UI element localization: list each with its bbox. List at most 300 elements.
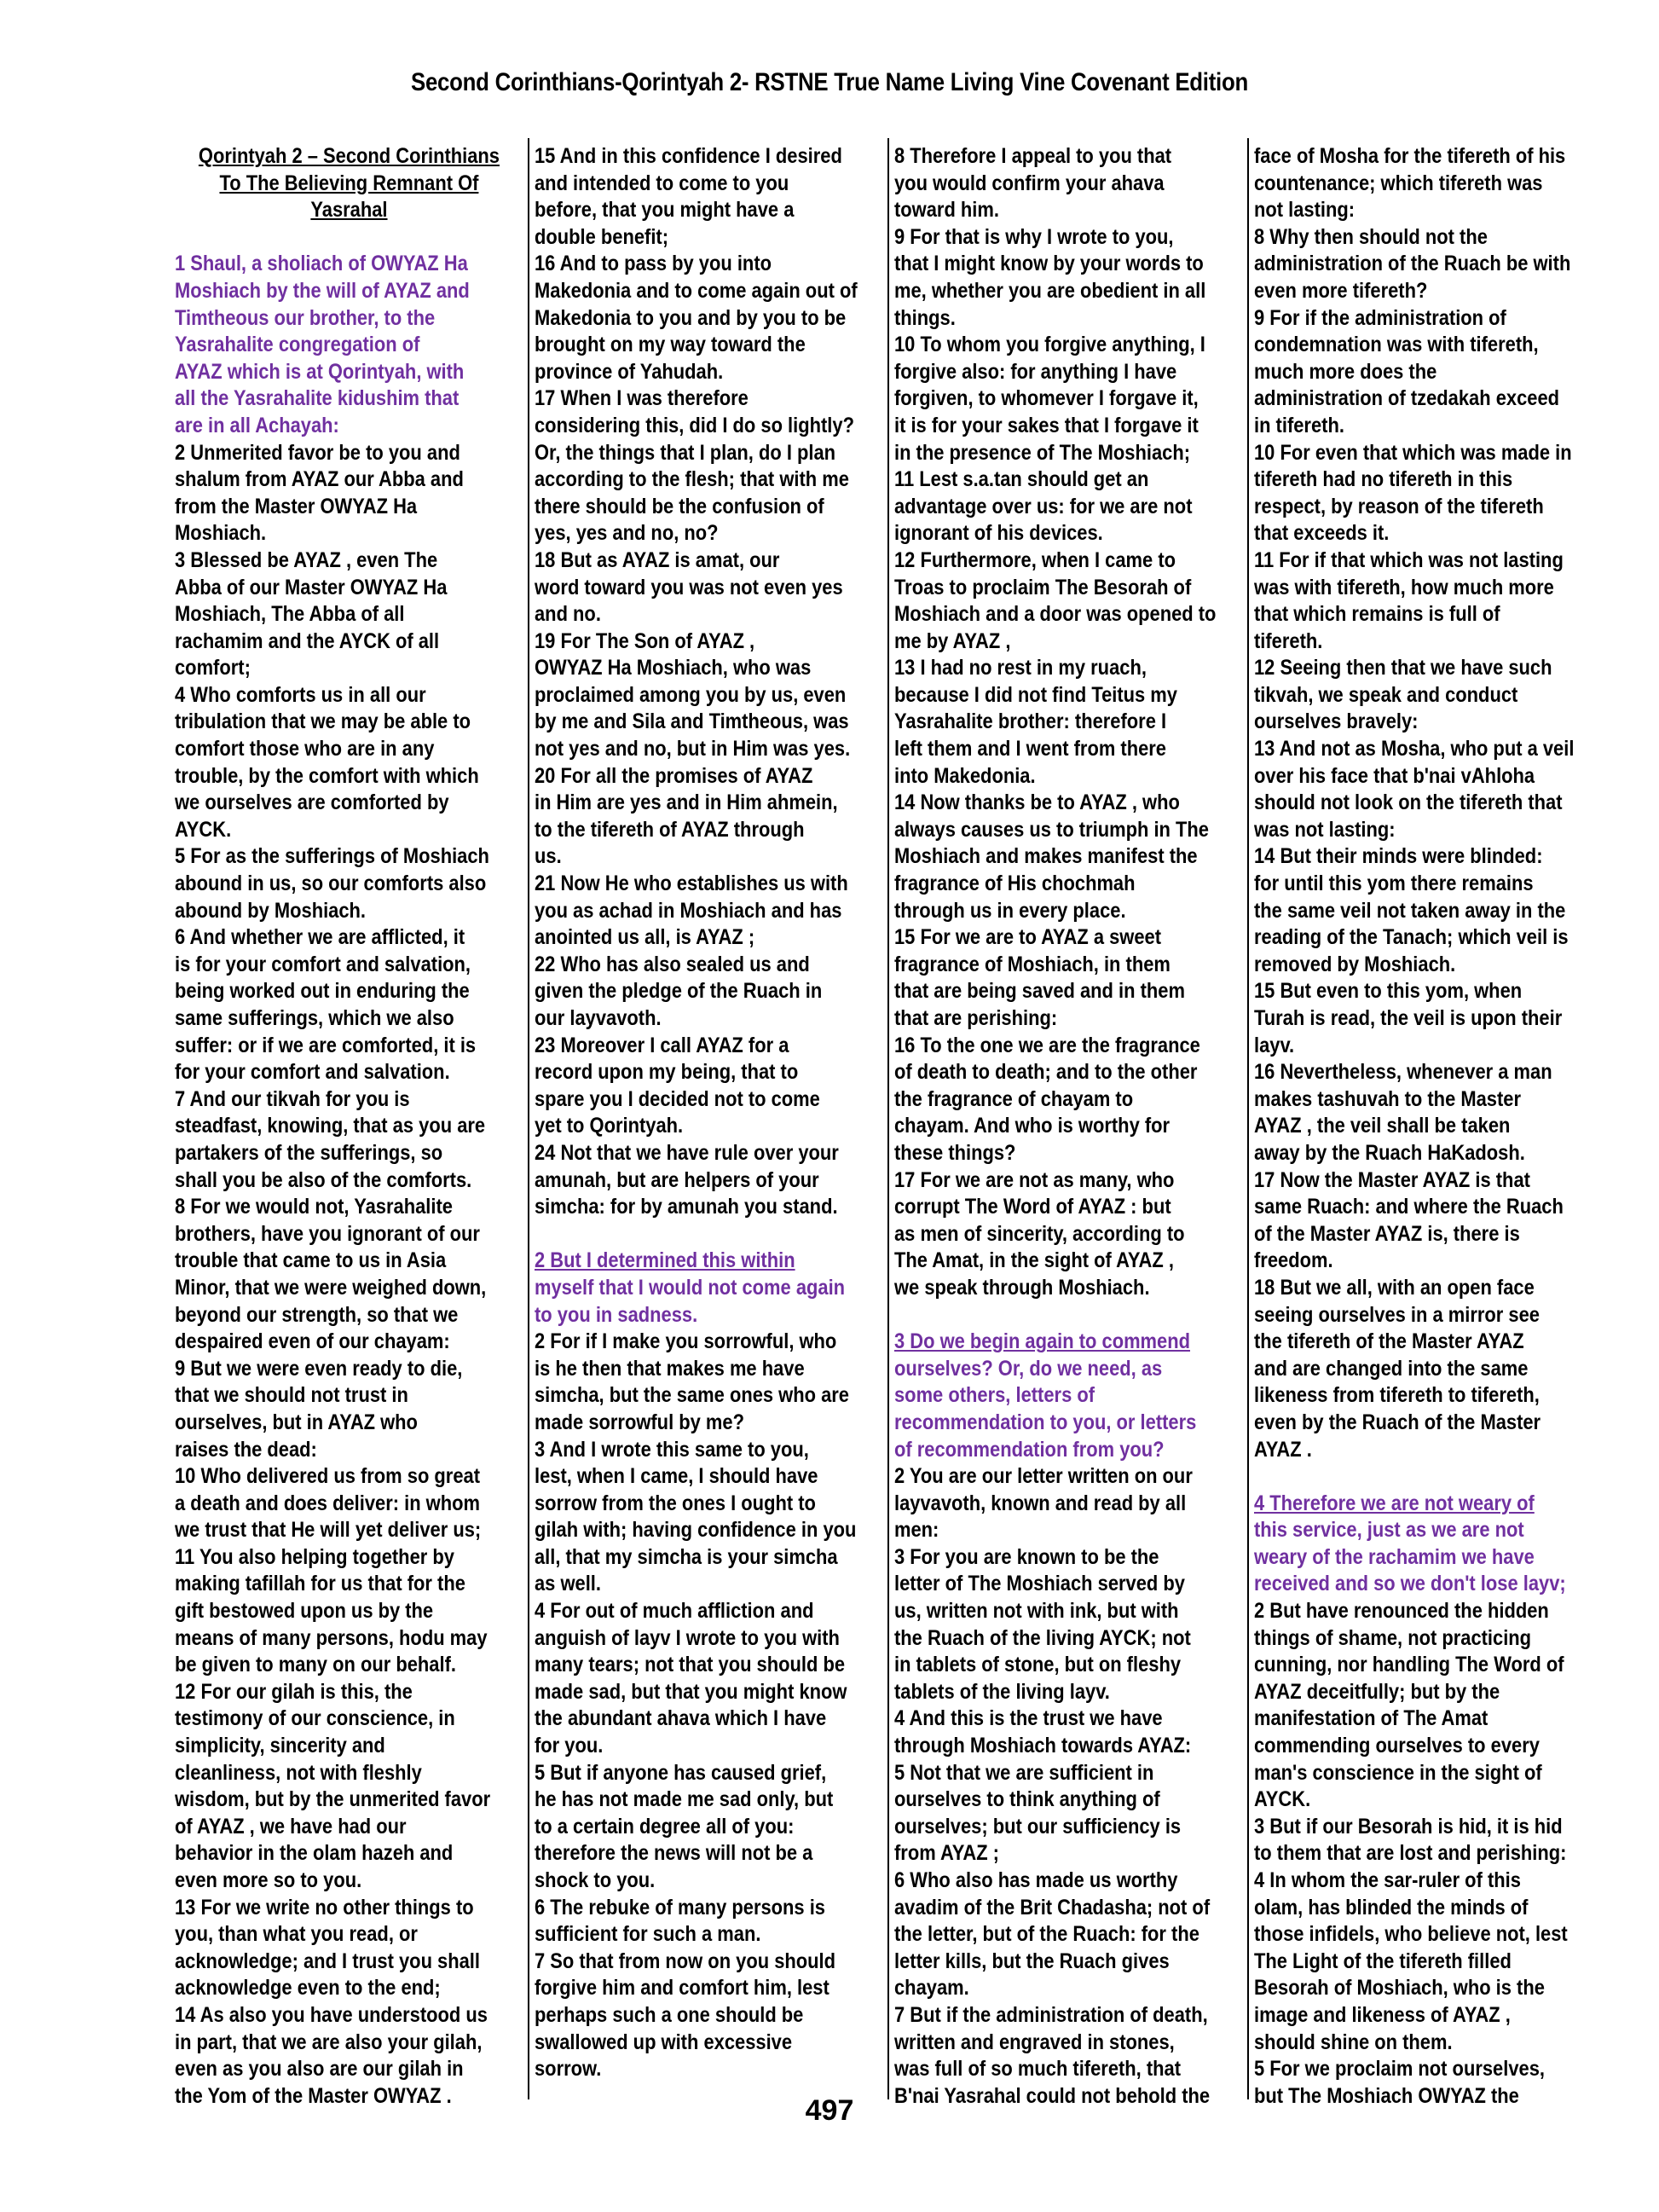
- verse-line: you would confirm your ahava: [894, 171, 1165, 195]
- column-divider: [887, 138, 889, 2099]
- chapter-heading-line: received and so we don't lose layv;: [1254, 1572, 1566, 1596]
- verse-line: likeness from tifereth to tifereth,: [1254, 1383, 1540, 1408]
- verse-line: even by the Ruach of the Master: [1254, 1410, 1541, 1434]
- verse-line: from the Master OWYAZ Ha: [175, 494, 418, 518]
- verse-line: made sorrowful by me?: [535, 1410, 744, 1434]
- verse-line: tifereth.: [1254, 628, 1323, 653]
- verse-line: 6 Who also has made us worthy: [894, 1868, 1178, 1892]
- verse-line: forgive also: for anything I have: [894, 359, 1177, 384]
- verse-line: 6 The rebuke of many persons is: [535, 1895, 825, 1920]
- verse-line: for your comfort and salvation.: [175, 1060, 450, 1085]
- chapter-heading-line: 3 Do we begin again to commend: [894, 1329, 1191, 1354]
- verse-line: 19 For The Son of AYAZ ,: [535, 628, 755, 653]
- verse-line: 23 Moreover I call AYAZ for a: [535, 1033, 789, 1057]
- verse-line: away by the Ruach HaKadosh.: [1254, 1140, 1525, 1165]
- chapter-heading-line: 1 Shaul, a sholiach of OWYAZ Ha: [175, 252, 468, 276]
- verse-line: cleanliness, not with fleshly: [175, 1760, 422, 1785]
- verse-line: toward him.: [894, 198, 999, 223]
- verse-line: 9 For if the administration of: [1254, 305, 1506, 330]
- verse-line: in tablets of stone, but on fleshy: [894, 1653, 1182, 1677]
- verse-line: brothers, have you ignorant of our: [175, 1221, 480, 1246]
- verse-line: not yes and no, but in Him was yes.: [535, 737, 851, 761]
- column-divider: [528, 138, 529, 2099]
- verse-line: steadfast, knowing, that as you are: [175, 1114, 486, 1138]
- verse-line: in part, that we are also your gilah,: [175, 2030, 483, 2054]
- verse-line: me by AYAZ ,: [894, 628, 1011, 653]
- verse-line: freedom.: [1254, 1248, 1333, 1273]
- verse-line: 9 But we were even ready to die,: [175, 1356, 463, 1381]
- verse-line: considering this, did I do so lightly?: [535, 413, 854, 437]
- verse-line: of the Master AYAZ is, there is: [1254, 1221, 1520, 1246]
- verse-line: Troas to proclaim The Besorah of: [894, 575, 1192, 599]
- paragraph-gap: [1254, 1463, 1603, 1491]
- verse-line: 2 Unmerited favor be to you and: [175, 440, 460, 465]
- verse-line: amunah, but are helpers of your: [535, 1167, 819, 1192]
- verse-line: 2 You are our letter written on our: [894, 1464, 1193, 1489]
- verse-line: 15 But even to this yom, when: [1254, 979, 1523, 1004]
- verse-line: of death to death; and to the other: [894, 1060, 1198, 1085]
- verse-line: B'nai Yasrahal could not behold the: [894, 2083, 1211, 2108]
- verse-line: that which remains is full of: [1254, 602, 1500, 627]
- verse-line: 10 To whom you forgive anything, I: [894, 333, 1205, 357]
- verse-line: being worked out in enduring the: [175, 979, 470, 1004]
- verse-line: face of Mosha for the tifereth of his: [1254, 144, 1566, 168]
- verse-line: 5 But if anyone has caused grief,: [535, 1760, 827, 1785]
- verse-line: tribulation that we may be able to: [175, 709, 471, 734]
- verse-line: corrupt The Word of AYAZ : but: [894, 1195, 1171, 1219]
- verse-line: 4 In whom the sar-ruler of this: [1254, 1868, 1521, 1892]
- verse-line: 12 For our gilah is this, the: [175, 1679, 413, 1704]
- verse-line: 13 And not as Mosha, who put a veil: [1254, 737, 1575, 761]
- verse-line: avadim of the Brit Chadasha; not of: [894, 1895, 1211, 1920]
- verse-line: left them and I went from there: [894, 737, 1167, 761]
- verse-line: 8 For we would not, Yasrahalite: [175, 1195, 453, 1219]
- verse-line: into Makedonia.: [894, 763, 1036, 788]
- verse-line: record upon my being, that to: [535, 1060, 799, 1085]
- verse-line: Yasrahalite brother: therefore I: [894, 709, 1167, 734]
- verse-line: shalum from AYAZ our Abba and: [175, 467, 464, 492]
- verse-line: was not lasting:: [1254, 817, 1396, 842]
- verse-line: 2 For if I make you sorrowful, who: [535, 1329, 837, 1354]
- verse-line: forgive him and comfort him, lest: [535, 1976, 830, 2001]
- verse-line: in the presence of The Moshiach;: [894, 440, 1191, 465]
- verse-line: that we should not trust in: [175, 1383, 408, 1408]
- verse-line: 10 For even that which was made in: [1254, 440, 1572, 465]
- verse-line: 7 But if the administration of death,: [894, 2002, 1208, 2027]
- verse-line: tifereth had no tifereth in this: [1254, 467, 1513, 492]
- verse-line: 3 But if our Besorah is hid, it is hid: [1254, 1814, 1563, 1839]
- chapter-heading-line: recommendation to you, or letters: [894, 1410, 1197, 1434]
- text-column-3: [894, 143, 1244, 2108]
- verse-line: 15 And in this confidence I desired: [535, 144, 842, 168]
- verse-line: 5 For we proclaim not ourselves,: [1254, 2057, 1545, 2082]
- verse-line: even more so to you.: [175, 1868, 362, 1892]
- verse-line: 12 Furthermore, when I came to: [894, 547, 1176, 572]
- verse-line: many tears; not that you should be: [535, 1653, 846, 1677]
- text-column-2: [535, 143, 884, 2082]
- verse-line: the tifereth of the Master AYAZ: [1254, 1329, 1524, 1354]
- verse-line: 8 Why then should not the: [1254, 224, 1488, 249]
- verse-line: 7 And our tikvah for you is: [175, 1086, 410, 1111]
- text-column-4: [1254, 143, 1604, 2108]
- verse-line: that are being saved and in them: [894, 979, 1185, 1004]
- verse-line: olam, has blinded the minds of: [1254, 1895, 1529, 1920]
- verse-line: of AYAZ , we have had our: [175, 1814, 407, 1839]
- verse-line: 3 For you are known to be the: [894, 1544, 1159, 1569]
- verse-line: Or, the things that I plan, do I plan: [535, 440, 836, 465]
- verse-line: province of Yahudah.: [535, 359, 724, 384]
- verse-line: over his face that b'nai vAhloha: [1254, 763, 1535, 788]
- verse-line: even as you also are our gilah in: [175, 2057, 464, 2082]
- chapter-heading-line: this service, just as we are not: [1254, 1518, 1524, 1543]
- chapter-heading-line: to you in sadness.: [535, 1302, 698, 1327]
- verse-line: given the pledge of the Ruach in: [535, 979, 823, 1004]
- verse-line: shall you be also of the comforts.: [175, 1167, 472, 1192]
- verse-line: same Ruach: and where the Ruach: [1254, 1195, 1564, 1219]
- verse-line: chayam. And who is worthy for: [894, 1114, 1171, 1138]
- verse-line: advantage over us: for we are not: [894, 494, 1193, 518]
- verse-line: condemnation was with tifereth,: [1254, 333, 1539, 357]
- verse-line: countenance; which tifereth was: [1254, 171, 1543, 195]
- verse-line: wisdom, but by the unmerited favor: [175, 1787, 491, 1812]
- verse-line: suffer: or if we are comforted, it is: [175, 1033, 477, 1057]
- verse-line: but The Moshiach OWYAZ the: [1254, 2083, 1519, 2108]
- verse-line: 11 You also helping together by: [175, 1544, 454, 1569]
- verse-line: be given to many on our behalf.: [175, 1653, 456, 1677]
- verse-line: 16 To the one we are the fragrance: [894, 1033, 1200, 1057]
- verse-line: Besorah of Moshiach, who is the: [1254, 1976, 1545, 2001]
- verse-line: layv.: [1254, 1033, 1295, 1057]
- chapter-heading-line: Moshiach by the will of AYAZ and: [175, 278, 470, 303]
- verse-line: our layvavoth.: [535, 1006, 662, 1030]
- verse-line: through Moshiach towards AYAZ:: [894, 1734, 1192, 1758]
- verse-line: fragrance of His chochmah: [894, 871, 1136, 896]
- verse-line: Qorintyah 2 – Second Corinthians: [198, 144, 500, 168]
- verse-line: 13 I had no rest in my ruach,: [894, 656, 1147, 680]
- verse-line: to them that are lost and perishing:: [1254, 1841, 1567, 1866]
- verse-line: perhaps such a one should be: [535, 2002, 804, 2027]
- verse-line: swallowed up with excessive: [535, 2030, 793, 2054]
- verse-line: 18 But as AYAZ is amat, our: [535, 547, 780, 572]
- verse-line: 6 And whether we are afflicted, it: [175, 925, 465, 950]
- verse-line: 11 Lest s.a.tan should get an: [894, 467, 1149, 492]
- chapter-heading-line: 4 Therefore we are not weary of: [1254, 1491, 1535, 1515]
- chapter-heading-line: all the Yasrahalite kidushim that: [175, 386, 460, 411]
- chapter-heading-line: AYAZ which is at Qorintyah, with: [175, 359, 465, 384]
- verse-line: word toward you was not even yes: [535, 575, 843, 599]
- verse-line: respect, by reason of the tifereth: [1254, 494, 1544, 518]
- verse-line: is for your comfort and salvation,: [175, 952, 471, 976]
- verse-line: anointed us all, is AYAZ ;: [535, 925, 755, 950]
- verse-line: 14 But their minds were blinded:: [1254, 844, 1543, 869]
- verse-line: AYAZ deceitfully; but by the: [1254, 1679, 1500, 1704]
- verse-line: letter of The Moshiach served by: [894, 1572, 1185, 1596]
- verse-line: in Him are yes and in Him ahmein,: [535, 790, 838, 815]
- verse-line: was full of so much tifereth, that: [894, 2057, 1182, 2082]
- chapter-heading-line: Yasrahalite congregation of: [175, 333, 420, 357]
- verse-line: AYAZ .: [1254, 1437, 1312, 1462]
- verse-line: abound in us, so our comforts also: [175, 871, 487, 896]
- verse-line: 15 For we are to AYAZ a sweet: [894, 925, 1162, 950]
- verse-line: in tifereth.: [1254, 413, 1344, 437]
- verse-line: should not look on the tifereth that: [1254, 790, 1563, 815]
- verse-line: 4 For out of much affliction and: [535, 1599, 814, 1624]
- verse-line: 5 For as the sufferings of Moshiach: [175, 844, 489, 869]
- verse-line: shock to you.: [535, 1868, 656, 1892]
- verse-line: AYAZ , the veil shall be taken: [1254, 1114, 1511, 1138]
- verse-line: things.: [894, 305, 956, 330]
- verse-line: the same veil not taken away in the: [1254, 898, 1566, 923]
- verse-line: proclaimed among you by us, even: [535, 682, 847, 707]
- verse-line: To The Believing Remnant Of: [219, 171, 479, 195]
- verse-line: sorrow from the ones I ought to: [535, 1491, 816, 1515]
- verse-line: acknowledge; and I trust you shall: [175, 1949, 480, 1973]
- verse-line: it is for your sakes that I forgave it: [894, 413, 1199, 437]
- chapter-heading-line: some others, letters of: [894, 1383, 1095, 1408]
- verse-line: you, than what you read, or: [175, 1922, 418, 1947]
- verse-line: simcha, but the same ones who are: [535, 1383, 849, 1408]
- verse-line: a death and does deliver: in whom: [175, 1491, 480, 1515]
- verse-line: 4 Who comforts us in all our: [175, 682, 426, 707]
- verse-line: forgiven, to whomever I forgave it,: [894, 386, 1199, 411]
- verse-line: things of shame, not practicing: [1254, 1625, 1532, 1650]
- verse-line: is he then that makes me have: [535, 1356, 805, 1381]
- verse-line: layvavoth, known and read by all: [894, 1491, 1187, 1515]
- verse-line: 24 Not that we have rule over your: [535, 1140, 839, 1165]
- verse-line: comfort those who are in any: [175, 737, 435, 761]
- verse-line: these things?: [894, 1140, 1016, 1165]
- verse-line: manifestation of The Amat: [1254, 1706, 1488, 1731]
- verse-line: according to the flesh; that with me: [535, 467, 849, 492]
- verse-line: you as achad in Moshiach and has: [535, 898, 842, 923]
- verse-line: 16 And to pass by you into: [535, 252, 772, 276]
- verse-line: sorrow.: [535, 2057, 602, 2082]
- verse-line: 10 Who delivered us from so great: [175, 1464, 481, 1489]
- page-header: Second Corinthians-Qorintyah 2- RSTNE True Name Living Vine Covenant Edition: [411, 68, 1248, 96]
- verse-line: we ourselves are comforted by: [175, 790, 449, 815]
- verse-line: same sufferings, which we also: [175, 1006, 454, 1030]
- verse-line: should shine on them.: [1254, 2030, 1453, 2054]
- verse-line: 2 But have renounced the hidden: [1254, 1599, 1549, 1624]
- verse-line: removed by Moshiach.: [1254, 952, 1456, 976]
- verse-line: sufficient for such a man.: [535, 1922, 761, 1947]
- chapter-heading-line: Timtheous our brother, to the: [175, 305, 436, 330]
- verse-line: OWYAZ Ha Moshiach, who was: [535, 656, 812, 680]
- verse-line: fragrance of Moshiach, in them: [894, 952, 1171, 976]
- verse-line: simplicity, sincerity and: [175, 1734, 385, 1758]
- verse-line: the Ruach of the living AYCK; not: [894, 1625, 1191, 1650]
- verse-line: lest, when I came, I should have: [535, 1464, 818, 1489]
- verse-line: men:: [894, 1518, 939, 1543]
- chapter-heading-line: of recommendation from you?: [894, 1437, 1165, 1462]
- paragraph-gap: [894, 1302, 1243, 1329]
- chapter-heading-line: myself that I would not come again: [535, 1275, 846, 1300]
- verse-line: ourselves; but our sufficiency is: [894, 1814, 1182, 1839]
- verse-line: because I did not find Teitus my: [894, 682, 1177, 707]
- verse-line: trouble that came to us in Asia: [175, 1248, 447, 1273]
- verse-line: abound by Moshiach.: [175, 898, 367, 923]
- page-number: 497: [805, 2094, 854, 2127]
- verse-line: tikvah, we speak and conduct: [1254, 682, 1518, 707]
- verse-line: for you.: [535, 1734, 604, 1758]
- verse-line: was with tifereth, how much more: [1254, 575, 1554, 599]
- verse-line: trouble, by the comfort with which: [175, 763, 479, 788]
- chapter-heading-line: are in all Achayah:: [175, 413, 339, 437]
- verse-line: much more does the: [1254, 359, 1437, 384]
- verse-line: 17 Now the Master AYAZ is that: [1254, 1167, 1530, 1192]
- verse-line: Moshiach and makes manifest the: [894, 844, 1198, 869]
- verse-line: before, that you might have a: [535, 198, 795, 223]
- chapter-heading-line: 2 But I determined this within: [535, 1248, 795, 1273]
- verse-line: partakers of the sufferings, so: [175, 1140, 443, 1165]
- verse-line: the abundant ahava which I have: [535, 1706, 827, 1731]
- verse-line: always causes us to triumph in The: [894, 817, 1209, 842]
- verse-line: commending ourselves to every: [1254, 1734, 1540, 1758]
- verse-line: as men of sincerity, according to: [894, 1221, 1185, 1246]
- verse-line: Minor, that we were weighed down,: [175, 1275, 487, 1300]
- verse-line: chayam.: [894, 1976, 969, 2001]
- verse-line: 5 Not that we are sufficient in: [894, 1760, 1154, 1785]
- verse-line: 17 When I was therefore: [535, 386, 749, 411]
- column-divider: [1247, 138, 1249, 2099]
- verse-line: 13 For we write no other things to: [175, 1895, 474, 1920]
- verse-line: 14 Now thanks be to AYAZ , who: [894, 790, 1180, 815]
- verse-line: yes, yes and no, no?: [535, 521, 719, 546]
- verse-line: 16 Nevertheless, whenever a man: [1254, 1060, 1552, 1085]
- verse-line: 8 Therefore I appeal to you that: [894, 144, 1172, 168]
- verse-line: AYCK.: [1254, 1787, 1311, 1812]
- verse-line: by me and Sila and Timtheous, was: [535, 709, 849, 734]
- verse-line: therefore the news will not be a: [535, 1841, 813, 1866]
- verse-line: ignorant of his devices.: [894, 521, 1103, 546]
- verse-line: simcha: for by amunah you stand.: [535, 1195, 838, 1219]
- verse-line: we trust that He will yet deliver us;: [175, 1518, 482, 1543]
- verse-line: he has not made me sad only, but: [535, 1787, 834, 1812]
- verse-line: 18 But we all, with an open face: [1254, 1275, 1535, 1300]
- verse-line: tablets of the living layv.: [894, 1679, 1110, 1704]
- verse-line: we speak through Moshiach.: [894, 1275, 1150, 1300]
- verse-line: acknowledge even to the end;: [175, 1976, 441, 2001]
- verse-line: all, that my simcha is your simcha: [535, 1544, 838, 1569]
- verse-line: Makedonia to you and by you to be: [535, 305, 847, 330]
- verse-line: that are perishing:: [894, 1006, 1058, 1030]
- verse-line: 3 And I wrote this same to you,: [535, 1437, 809, 1462]
- verse-line: to the tifereth of AYAZ through: [535, 817, 805, 842]
- verse-line: from AYAZ ;: [894, 1841, 999, 1866]
- verse-line: Turah is read, the veil is upon their: [1254, 1006, 1563, 1030]
- verse-line: testimony of our conscience, in: [175, 1706, 455, 1731]
- paragraph-gap: [535, 1221, 883, 1248]
- verse-line: The Light of the tifereth filled: [1254, 1949, 1512, 1973]
- verse-line: 4 And this is the trust we have: [894, 1706, 1163, 1731]
- verse-line: as well.: [535, 1572, 601, 1596]
- verse-line: Abba of our Master OWYAZ Ha: [175, 575, 448, 599]
- verse-line: written and engraved in stones,: [894, 2030, 1175, 2054]
- verse-line: 21 Now He who establishes us with: [535, 871, 848, 896]
- verse-line: 14 As also you have understood us: [175, 2002, 488, 2027]
- verse-line: the letter, but of the Ruach: for the: [894, 1922, 1199, 1947]
- verse-line: and no.: [535, 602, 601, 627]
- verse-line: making tafillah for us that for the: [175, 1572, 465, 1596]
- verse-line: yet to Qorintyah.: [535, 1114, 684, 1138]
- verse-line: administration of the Ruach be with: [1254, 252, 1571, 276]
- verse-line: brought on my way toward the: [535, 333, 806, 357]
- verse-line: reading of the Tanach; which veil is: [1254, 925, 1569, 950]
- verse-line: letter kills, but the Ruach gives: [894, 1949, 1170, 1973]
- verse-line: ourselves to think anything of: [894, 1787, 1160, 1812]
- verse-line: made sad, but that you might know: [535, 1679, 847, 1704]
- verse-line: through us in every place.: [894, 898, 1126, 923]
- verse-line: administration of tzedakah exceed: [1254, 386, 1560, 411]
- verse-line: and are changed into the same: [1254, 1356, 1529, 1381]
- verse-line: Moshiach.: [175, 521, 267, 546]
- verse-line: 7 So that from now on you should: [535, 1949, 836, 1973]
- verse-line: raises the dead:: [175, 1437, 317, 1462]
- verse-line: despaired even of our chayam:: [175, 1329, 450, 1354]
- verse-line: Moshiach and a door was opened to: [894, 602, 1217, 627]
- verse-line: for until this yom there remains: [1254, 871, 1534, 896]
- verse-line: man's conscience in the sight of: [1254, 1760, 1542, 1785]
- verse-line: 9 For that is why I wrote to you,: [894, 224, 1174, 249]
- verse-line: there should be the confusion of: [535, 494, 824, 518]
- chapter-heading-line: weary of the rachamim we have: [1254, 1544, 1535, 1569]
- verse-line: behavior in the olam hazeh and: [175, 1841, 454, 1866]
- verse-line: and intended to come to you: [535, 171, 789, 195]
- verse-line: 11 For if that which was not lasting: [1254, 547, 1564, 572]
- verse-line: us, written not with ink, but with: [894, 1599, 1179, 1624]
- verse-line: me, whether you are obedient in all: [894, 278, 1206, 303]
- verse-line: the fragrance of chayam to: [894, 1086, 1134, 1111]
- verse-line: us.: [535, 844, 562, 869]
- verse-line: spare you I decided not to come: [535, 1086, 820, 1111]
- verse-line: comfort;: [175, 656, 251, 680]
- verse-line: image and likeness of AYAZ ,: [1254, 2002, 1511, 2027]
- text-column-1: [175, 143, 524, 2108]
- verse-line: ourselves, but in AYAZ who: [175, 1410, 418, 1434]
- verse-line: the Yom of the Master OWYAZ .: [175, 2083, 452, 2108]
- verse-line: that exceeds it.: [1254, 521, 1390, 546]
- verse-line: double benefit;: [535, 224, 669, 249]
- verse-line: Yasrahal: [310, 198, 388, 223]
- verse-line: 20 For all the promises of AYAZ: [535, 763, 813, 788]
- paragraph-gap: [175, 224, 523, 252]
- verse-line: means of many persons, hodu may: [175, 1625, 488, 1650]
- verse-line: 22 Who has also sealed us and: [535, 952, 810, 976]
- verse-line: those infidels, who believe not, lest: [1254, 1922, 1568, 1947]
- verse-line: gilah with; having confidence in you: [535, 1518, 857, 1543]
- verse-line: not lasting:: [1254, 198, 1356, 223]
- verse-line: Makedonia and to come again out of: [535, 278, 858, 303]
- verse-line: 12 Seeing then that we have such: [1254, 656, 1552, 680]
- verse-line: to a certain degree all of you:: [535, 1814, 795, 1839]
- verse-line: rachamim and the AYCK of all: [175, 628, 440, 653]
- verse-line: beyond our strength, so that we: [175, 1302, 459, 1327]
- verse-line: gift bestowed upon us by the: [175, 1599, 434, 1624]
- verse-line: even more tifereth?: [1254, 278, 1428, 303]
- verse-line: 17 For we are not as many, who: [894, 1167, 1175, 1192]
- verse-line: anguish of layv I wrote to you with: [535, 1625, 840, 1650]
- verse-line: that I might know by your words to: [894, 252, 1204, 276]
- chapter-heading-line: ourselves? Or, do we need, as: [894, 1356, 1163, 1381]
- verse-line: ourselves bravely:: [1254, 709, 1419, 734]
- verse-line: The Amat, in the sight of AYAZ ,: [894, 1248, 1174, 1273]
- verse-line: AYCK.: [175, 817, 232, 842]
- verse-line: cunning, nor handling The Word of: [1254, 1653, 1564, 1677]
- verse-line: seeing ourselves in a mirror see: [1254, 1302, 1540, 1327]
- verse-line: 3 Blessed be AYAZ , even The: [175, 547, 438, 572]
- verse-line: makes tashuvah to the Master: [1254, 1086, 1521, 1111]
- verse-line: Moshiach, The Abba of all: [175, 602, 405, 627]
